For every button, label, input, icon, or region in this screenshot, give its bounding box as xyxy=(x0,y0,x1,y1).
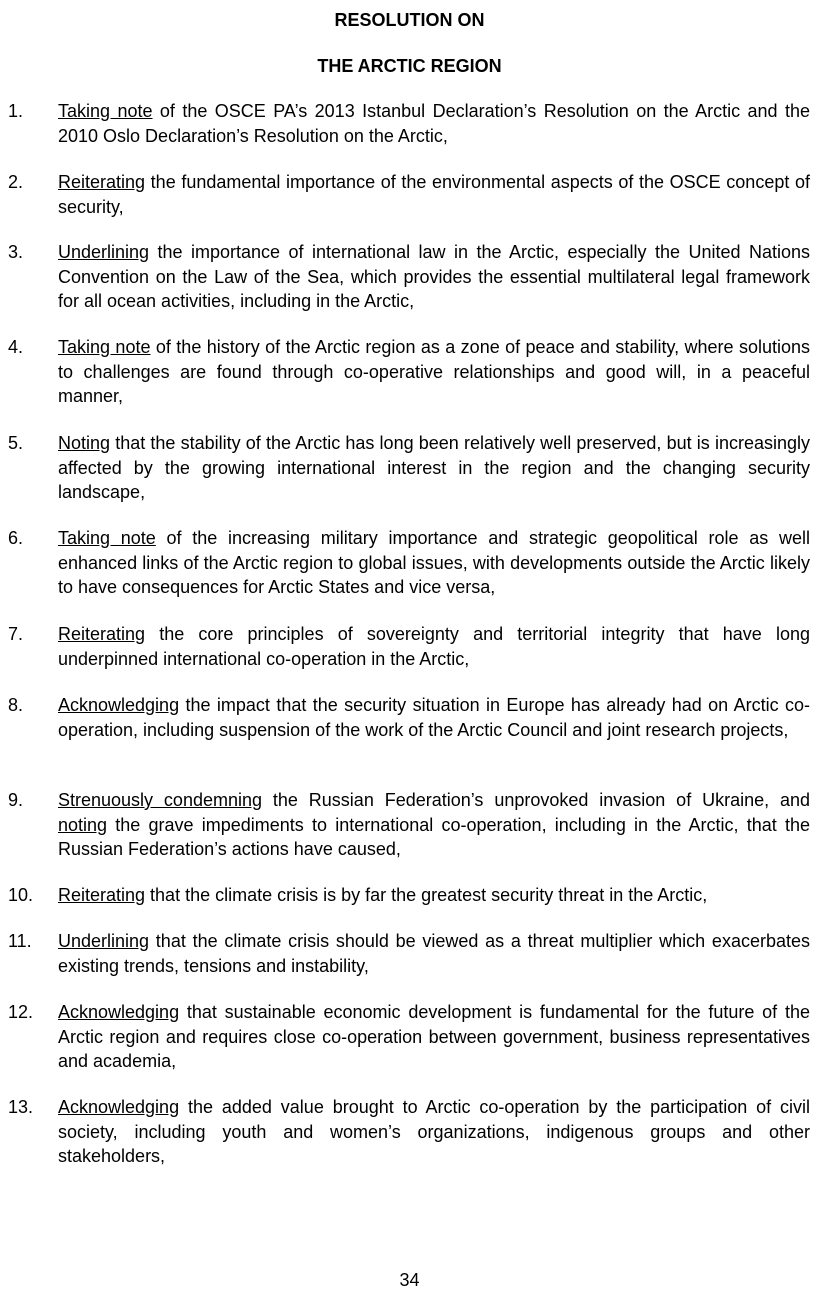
paragraph-body: that the climate crisis is by far the greatest security threat in the Arctic, xyxy=(145,885,708,905)
paragraph-keyword: Reiterating xyxy=(58,624,146,644)
paragraph-keyword: Taking note xyxy=(58,101,153,121)
paragraph-body: of the history of the Arctic region as a zone of peace and stability, where solutions to challenges are found through co-operative relationships and good will, in a peaceful manner, xyxy=(58,337,810,406)
paragraph-text xyxy=(58,170,810,219)
paragraph-body: the core principles of sovereignty and territorial integrity that have long underpinned international co-operation in the Arctic, xyxy=(58,624,810,669)
paragraph-body: of the increasing military importance and strategic geopolitical role as well enhanced links of the Arctic region to global issues, with developments outside the Arctic likely to have consequences for Arctic States and vice versa, xyxy=(58,528,810,597)
paragraph-number: 1. xyxy=(8,101,24,121)
paragraph-keyword: Acknowledging xyxy=(58,695,180,715)
paragraph-body: the added value brought to Arctic co-operation by the participation of civil society, including youth and women’s organizations, indigenous groups and other stakeholders, xyxy=(58,1097,810,1166)
paragraph-text xyxy=(58,335,810,409)
paragraph-text xyxy=(58,622,810,671)
paragraph-keyword: Taking note xyxy=(58,337,151,357)
paragraph-keyword: Reiterating xyxy=(58,885,146,905)
paragraph-text xyxy=(58,883,810,908)
paragraph-number: 6. xyxy=(8,528,24,548)
paragraph-keyword: Underlining xyxy=(58,931,150,951)
paragraph-body: the impact that the security situation in Europe has already had on Arctic co-operation, including suspension of the work of the Arctic Council and joint research projects, xyxy=(58,695,810,740)
paragraph-text xyxy=(58,431,810,505)
paragraph-body: that the climate crisis should be viewed as a threat multiplier which exacerbates existing trends, tensions and instability, xyxy=(58,931,810,976)
paragraph-keyword: Acknowledging xyxy=(58,1002,180,1022)
paragraph-keyword: Acknowledging xyxy=(58,1097,180,1117)
paragraph-keyword: Reiterating xyxy=(58,172,146,192)
paragraph-number: 7. xyxy=(8,624,24,644)
paragraph-number: 12. xyxy=(8,1002,34,1022)
paragraph-body: the fundamental importance of the environmental aspects of the OSCE concept of security, xyxy=(58,172,810,217)
paragraph-body: the importance of international law in the Arctic, especially the United Nations Convention on the Law of the Sea, which provides the essential multilateral legal framework for all ocean activities, including in the Arctic, xyxy=(58,242,810,311)
paragraph-text xyxy=(58,99,810,148)
paragraph-text xyxy=(58,526,810,600)
paragraph-keyword: Taking note xyxy=(58,528,156,548)
paragraph-number: 3. xyxy=(8,242,24,262)
paragraph-number: 4. xyxy=(8,337,24,357)
paragraph-number: 9. xyxy=(8,790,24,810)
page-number: 34 xyxy=(399,1270,420,1290)
paragraph-keyword: noting xyxy=(58,814,108,835)
paragraph-number: 5. xyxy=(8,433,24,453)
paragraph-text xyxy=(58,788,810,862)
paragraph-text xyxy=(58,240,810,314)
paragraph-body: the grave impediments to international co-operation, including in the Arctic, that the Russian Federation’s actions have caused, xyxy=(58,814,810,859)
paragraph-text xyxy=(58,1095,810,1169)
paragraph-text xyxy=(58,1000,810,1074)
document-subtitle: THE ARCTIC REGION xyxy=(317,56,502,76)
document-title: RESOLUTION ON xyxy=(334,10,485,30)
paragraph-keyword: Noting xyxy=(58,433,111,453)
paragraph-number: 10. xyxy=(8,885,34,905)
paragraph-text xyxy=(58,693,810,742)
paragraph-number: 8. xyxy=(8,695,24,715)
paragraph-body: of the OSCE PA’s 2013 Istanbul Declaration’s Resolution on the Arctic and the 2010 Oslo Declaration’s Resolution on the Arctic, xyxy=(58,101,810,146)
paragraph-text xyxy=(58,929,810,978)
paragraph-keyword: Underlining xyxy=(58,242,150,262)
paragraph-number: 11. xyxy=(8,931,32,951)
paragraph-body: the Russian Federation’s unprovoked invasion of Ukraine, and xyxy=(262,790,811,810)
paragraph-keyword: Strenuously condemning xyxy=(58,790,263,810)
paragraph-number: 2. xyxy=(8,172,24,192)
paragraph-body: that the stability of the Arctic has long been relatively well preserved, but is increasingly affected by the growing international interest in the region and the changing security landscape, xyxy=(58,433,810,502)
paragraph-number: 13. xyxy=(8,1097,34,1117)
paragraph-body: that sustainable economic development is fundamental for the future of the Arctic region and requires close co-operation between government, business representatives and academia, xyxy=(58,1002,810,1071)
